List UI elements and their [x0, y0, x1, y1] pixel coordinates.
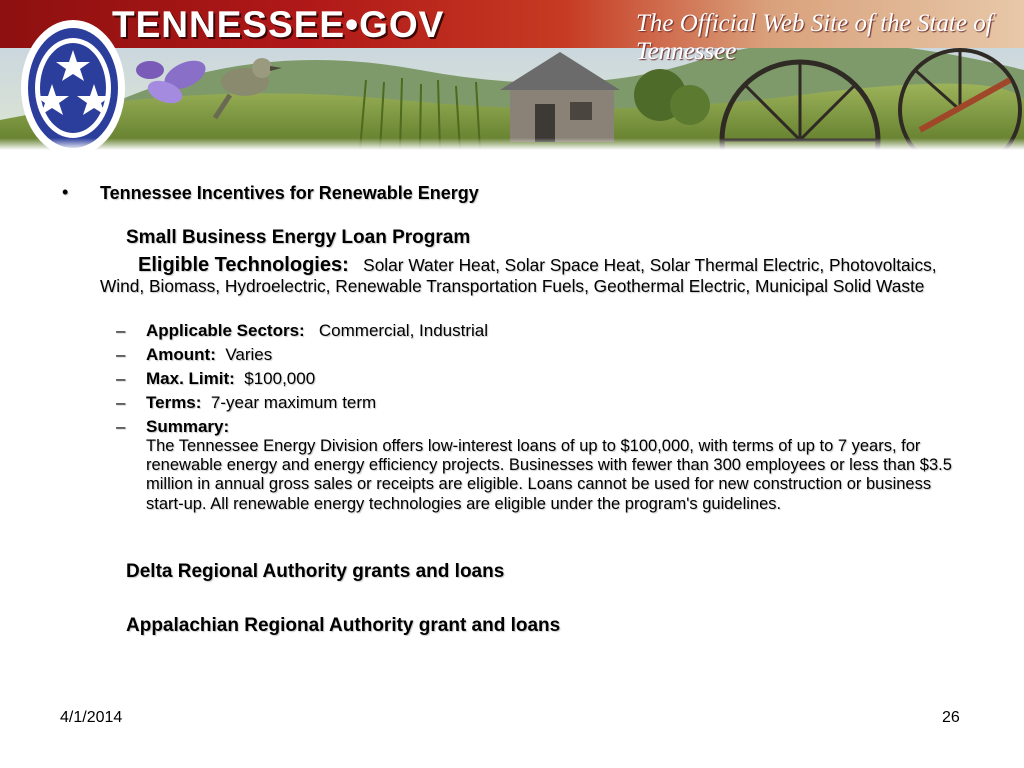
- program-title: Small Business Energy Loan Program: [126, 227, 471, 248]
- detail-row-max-limit: [146, 369, 315, 389]
- site-name: TENNESSEE•GOV: [112, 4, 445, 45]
- site-tagline: The Official Web Site of the State of Tennessee: [636, 10, 993, 65]
- eligible-value: Solar Water Heat, Solar Space Heat, Solar Thermal Electric, Photovoltaics, Wind, Biomass, Hydroelectric, Renewable Transportation Fuels, Geothermal Electric, Municipal Solid Waste: [100, 255, 937, 296]
- dash-marker: –: [116, 345, 126, 364]
- header-banner: [0, 0, 1024, 150]
- dash-marker: –: [116, 417, 126, 436]
- detail-value: Commercial, Industrial: [318, 321, 488, 340]
- footer-date: 4/1/2014: [60, 709, 123, 726]
- bullet-marker: •: [62, 182, 69, 202]
- detail-value: $100,000: [244, 369, 316, 388]
- eligible-label: Eligible Technologies:: [138, 254, 349, 276]
- detail-label: Amount:: [146, 345, 216, 364]
- dash-marker: –: [116, 369, 126, 388]
- detail-label: Max. Limit:: [146, 369, 235, 388]
- page-number: 26: [942, 709, 960, 726]
- detail-row-amount: [146, 345, 272, 365]
- dash-marker: –: [116, 321, 126, 340]
- detail-value: 7-year maximum term: [210, 393, 377, 412]
- delta-regional-heading: Delta Regional Authority grants and loans: [126, 561, 505, 582]
- slide-heading: Tennessee Incentives for Renewable Energy: [100, 183, 479, 203]
- eligible-technologies: [100, 255, 950, 297]
- detail-row-terms: [146, 393, 376, 413]
- summary-text: The Tennessee Energy Division offers low-interest loans of up to $100,000, with terms of up to 7 years, for renewable energy and energy efficiency projects. Businesses with fewer than 300 employees or less than $3.5 million in annual gross sales or receipts are eligible. Loans cannot be used for new construction or business start-up. All renewable energy technologies are eligible under the program's guidelines.: [146, 437, 952, 513]
- detail-value: Varies: [225, 345, 273, 364]
- summary-label: Summary:: [146, 417, 230, 436]
- detail-row-sectors: [146, 321, 488, 341]
- appalachian-regional-heading: Appalachian Regional Authority grant and loans: [126, 615, 561, 636]
- dash-marker: –: [116, 393, 126, 412]
- detail-label: Terms:: [146, 393, 202, 412]
- detail-label: Applicable Sectors:: [146, 321, 305, 340]
